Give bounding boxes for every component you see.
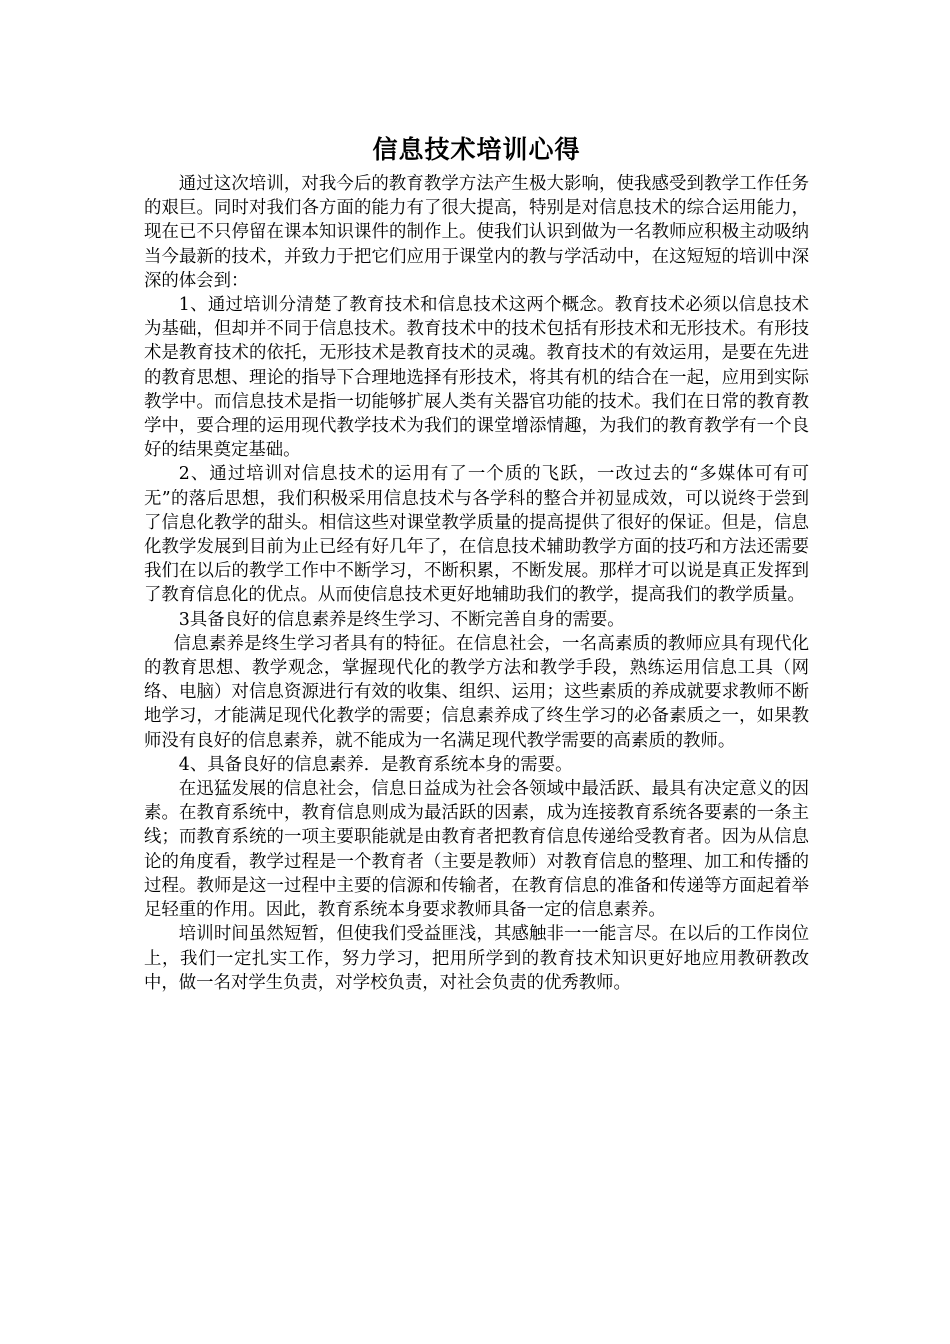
paragraph-point-3-heading: 3具备良好的信息素养是终生学习、不断完善自身的需要。 <box>178 609 625 630</box>
paragraph-point-1: 1、通过培训分清楚了教育技术和信息技术这两个概念。教育技术必须以信息技术为基础，但却并不同于信息技术。教育技术中的技术包括有形技术和无形技术。有形技术是教育技术的依托，无形技术是教育技术的灵魂。教育技术的有效运用，是要在先进的教育思想、理论的指导下合理地选择有形技术，将其有机的结合在一起，应用到实际教学中。而信息技术是指一切能够扩展人类有关器官功能的技术。我们在日常的教育教学中，要合理的运用现代教学技术为我们的课堂增添情趣，为我们的教育教学有一个良好的结果奠定基础。 <box>144 295 809 461</box>
paragraph-conclusion: 培训时间虽然短暂，但使我们受益匪浅，其感触非一一能言尽。在以后的工作岗位上，我们一定扎实工作，努力学习，把用所学到的教育技术知识更好地应用教研教改中，做一名对学生负责，对学校负责，对社会负责的优秀教师。 <box>144 924 809 993</box>
paragraph-point-4-body: 在迅猛发展的信息社会，信息日益成为社会各领域中最活跃、最具有决定意义的因素。在教育系统中，教育信息则成为最活跃的因素，成为连接教育系统各要素的一条主线；而教育系统的一项主要职能就是由教育者把教育信息传递给受教育者。因为从信息论的角度看，教学过程是一个教育者（主要是教师）对教育信息的整理、加工和传播的过程。教师是这一过程中主要的信源和传输者，在教育信息的准备和传递等方面起着举足轻重的作用。因此，教育系统本身要求教师具备一定的信息素养。 <box>144 779 809 921</box>
document-body <box>144 132 809 995</box>
paragraph-point-2: 2、通过培训对信息技术的运用有了一个质的飞跃，一改过去的“多媒体可有可无”的落后思想，我们积极采用信息技术与各学科的整合并初显成效，可以说终于尝到了信息化教学的甜头。相信这些对课堂教学质量的提高提供了很好的保证。但是，信息化教学发展到目前为止已经有好几年了，在信息技术辅助教学方面的技巧和方法还需要我们在以后的教学工作中不断学习，不断积累，不断发展。那样才可以说是真正发挥到了教育信息化的优点。从而使信息技术更好地辅助我们的教学，提高我们的教学质量。 <box>144 464 809 606</box>
paragraph-point-3-body: 信息素养是终生学习者具有的特征。在信息社会，一名高素质的教师应具有现代化的教育思想、教学观念，掌握现代化的教学方法和教学手段，熟练运用信息工具（网络、电脑）对信息资源进行有效的收集、组织、运用；这些素质的养成就要求教师不断地学习，才能满足现代化教学的需要；信息素养成了终生学习的必备素质之一，如果教师没有良好的信息素养，就不能成为一名满足现代教学需要的高素质的教师。 <box>144 633 809 751</box>
document-title: 信息技术培训心得 <box>372 135 581 164</box>
paragraph-point-4-heading: 4、具备良好的信息素养．是教育系统本身的需要。 <box>178 754 573 775</box>
paragraph-intro: 通过这次培训，对我今后的教育教学方法产生极大影响，使我感受到教学工作任务的艰巨。同时对我们各方面的能力有了很大提高，特别是对信息技术的综合运用能力，现在已不只停留在课本知识课件的制作上。使我们认识到做为一名教师应积极主动吸纳当今最新的技术，并致力于把它们应用于课堂内的教与学活动中，在这短短的培训中深深的体会到： <box>144 174 809 291</box>
